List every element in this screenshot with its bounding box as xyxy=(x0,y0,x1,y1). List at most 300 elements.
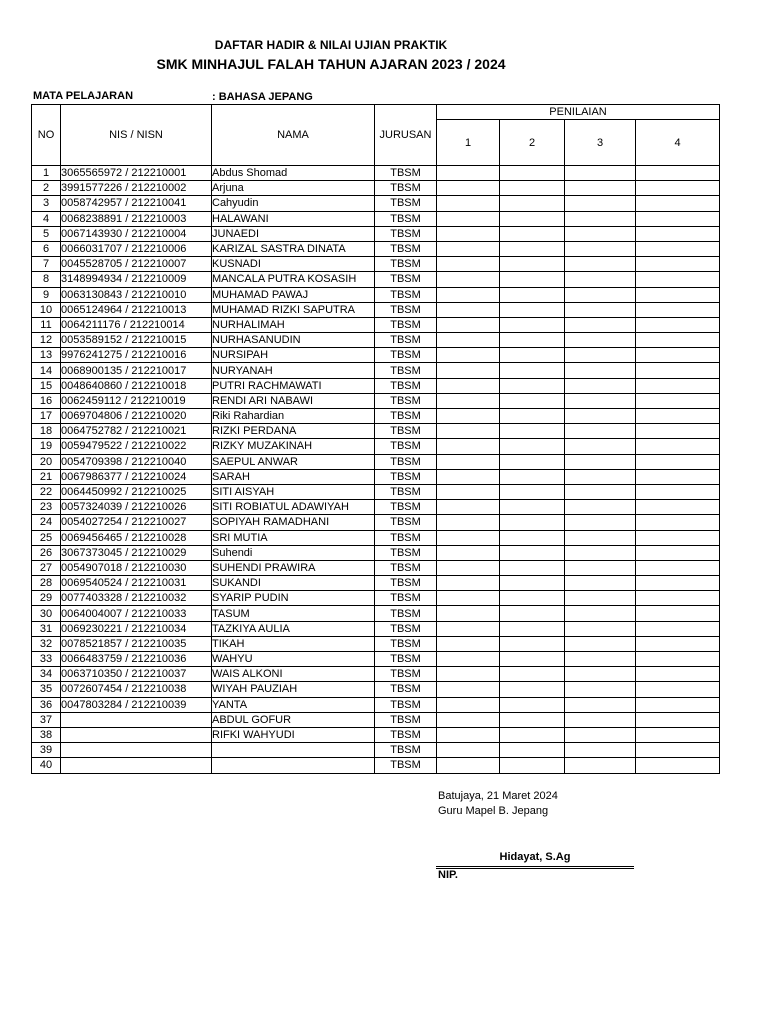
row-nama-cell: MANCALA PUTRA KOSASIH xyxy=(212,272,375,287)
row-no-cell: 25 xyxy=(32,530,61,545)
row-score-cell-1 xyxy=(437,484,500,499)
row-score-cell-2 xyxy=(500,454,565,469)
row-nis-cell: 0066483759 / 212210036 xyxy=(61,652,212,667)
row-jurusan-cell: TBSM xyxy=(375,272,437,287)
row-jurusan-cell: TBSM xyxy=(375,226,437,241)
row-score-cell-3 xyxy=(565,287,636,302)
row-nis-cell: 0063130843 / 212210010 xyxy=(61,287,212,302)
row-score-cell-3 xyxy=(565,348,636,363)
row-no-cell: 34 xyxy=(32,667,61,682)
row-score-cell-1 xyxy=(437,621,500,636)
row-score-cell-1 xyxy=(437,393,500,408)
row-jurusan-cell: TBSM xyxy=(375,500,437,515)
row-no-cell: 32 xyxy=(32,636,61,651)
row-score-cell-3 xyxy=(565,530,636,545)
row-score-cell-2 xyxy=(500,500,565,515)
row-score-cell-2 xyxy=(500,409,565,424)
row-score-cell-3 xyxy=(565,363,636,378)
table-row xyxy=(32,697,720,712)
table-row xyxy=(32,424,720,439)
row-nis-cell: 3067373045 / 212210029 xyxy=(61,545,212,560)
row-score-cell-1 xyxy=(437,363,500,378)
row-score-cell-1 xyxy=(437,241,500,256)
row-score-cell-4 xyxy=(636,606,720,621)
row-nama-cell: TASUM xyxy=(212,606,375,621)
row-nama-cell: MUHAMAD PAWAJ xyxy=(212,287,375,302)
row-score-cell-1 xyxy=(437,454,500,469)
row-score-cell-3 xyxy=(565,591,636,606)
row-no-cell: 9 xyxy=(32,287,61,302)
row-jurusan-cell: TBSM xyxy=(375,363,437,378)
row-nama-cell: TAZKIYA AULIA xyxy=(212,621,375,636)
row-score-cell-3 xyxy=(565,302,636,317)
row-no-cell: 39 xyxy=(32,743,61,758)
row-nis-cell: 0064752782 / 212210021 xyxy=(61,424,212,439)
row-score-cell-2 xyxy=(500,727,565,742)
row-score-cell-2 xyxy=(500,166,565,181)
row-nis-cell xyxy=(61,758,212,773)
row-score-cell-4 xyxy=(636,560,720,575)
row-score-cell-1 xyxy=(437,682,500,697)
row-jurusan-cell: TBSM xyxy=(375,727,437,742)
row-nis-cell: 0069704806 / 212210020 xyxy=(61,409,212,424)
row-nis-cell: 0063710350 / 212210037 xyxy=(61,667,212,682)
row-score-cell-1 xyxy=(437,636,500,651)
row-score-cell-4 xyxy=(636,667,720,682)
row-score-cell-4 xyxy=(636,181,720,196)
row-jurusan-cell: TBSM xyxy=(375,697,437,712)
row-no-cell: 18 xyxy=(32,424,61,439)
row-score-cell-1 xyxy=(437,424,500,439)
row-score-cell-3 xyxy=(565,272,636,287)
row-score-cell-2 xyxy=(500,257,565,272)
table-row xyxy=(32,287,720,302)
table-row xyxy=(32,181,720,196)
row-jurusan-cell: TBSM xyxy=(375,576,437,591)
table-row xyxy=(32,712,720,727)
col-header-penilaian: PENILAIAN xyxy=(437,105,720,120)
row-score-cell-3 xyxy=(565,743,636,758)
table-row xyxy=(32,409,720,424)
row-nis-cell: 0064211176 / 212210014 xyxy=(61,317,212,332)
row-score-cell-2 xyxy=(500,484,565,499)
row-nama-cell: WAHYU xyxy=(212,652,375,667)
row-score-cell-3 xyxy=(565,606,636,621)
table-row xyxy=(32,166,720,181)
row-score-cell-3 xyxy=(565,515,636,530)
row-jurusan-cell: TBSM xyxy=(375,667,437,682)
table-row xyxy=(32,333,720,348)
table-row xyxy=(32,682,720,697)
row-score-cell-3 xyxy=(565,166,636,181)
attendance-table xyxy=(31,104,720,774)
table-row xyxy=(32,591,720,606)
row-score-cell-4 xyxy=(636,530,720,545)
row-score-cell-4 xyxy=(636,257,720,272)
row-score-cell-2 xyxy=(500,667,565,682)
row-nis-cell: 0047803284 / 212210039 xyxy=(61,697,212,712)
row-nis-cell: 3991577226 / 212210002 xyxy=(61,181,212,196)
row-no-cell: 40 xyxy=(32,758,61,773)
row-score-cell-3 xyxy=(565,454,636,469)
nip-label: NIP. xyxy=(438,869,458,881)
row-nis-cell xyxy=(61,743,212,758)
row-jurusan-cell: TBSM xyxy=(375,302,437,317)
row-score-cell-2 xyxy=(500,469,565,484)
row-score-cell-4 xyxy=(636,196,720,211)
row-score-cell-2 xyxy=(500,621,565,636)
row-score-cell-3 xyxy=(565,409,636,424)
row-nis-cell: 0053589152 / 212210015 xyxy=(61,333,212,348)
row-nama-cell: SRI MUTIA xyxy=(212,530,375,545)
row-score-cell-2 xyxy=(500,272,565,287)
col-header-score-3: 3 xyxy=(565,120,636,166)
row-jurusan-cell: TBSM xyxy=(375,636,437,651)
row-jurusan-cell: TBSM xyxy=(375,545,437,560)
table-row xyxy=(32,302,720,317)
row-nis-cell xyxy=(61,712,212,727)
row-no-cell: 26 xyxy=(32,545,61,560)
table-row xyxy=(32,484,720,499)
row-score-cell-1 xyxy=(437,743,500,758)
row-no-cell: 36 xyxy=(32,697,61,712)
row-no-cell: 20 xyxy=(32,454,61,469)
row-nama-cell xyxy=(212,758,375,773)
row-score-cell-3 xyxy=(565,636,636,651)
row-jurusan-cell: TBSM xyxy=(375,257,437,272)
row-score-cell-3 xyxy=(565,424,636,439)
row-nama-cell: SUHENDI PRAWIRA xyxy=(212,560,375,575)
row-jurusan-cell: TBSM xyxy=(375,469,437,484)
row-score-cell-4 xyxy=(636,682,720,697)
row-score-cell-4 xyxy=(636,272,720,287)
row-jurusan-cell: TBSM xyxy=(375,758,437,773)
table-row xyxy=(32,500,720,515)
row-score-cell-1 xyxy=(437,697,500,712)
row-score-cell-1 xyxy=(437,591,500,606)
row-no-cell: 14 xyxy=(32,363,61,378)
row-score-cell-4 xyxy=(636,333,720,348)
row-no-cell: 1 xyxy=(32,166,61,181)
row-no-cell: 33 xyxy=(32,652,61,667)
row-nama-cell xyxy=(212,743,375,758)
row-score-cell-3 xyxy=(565,241,636,256)
row-no-cell: 17 xyxy=(32,409,61,424)
row-nama-cell: NURHALIMAH xyxy=(212,317,375,332)
row-score-cell-4 xyxy=(636,302,720,317)
row-no-cell: 29 xyxy=(32,591,61,606)
table-row xyxy=(32,393,720,408)
row-nis-cell: 0069230221 / 212210034 xyxy=(61,621,212,636)
row-nis-cell: 0067986377 / 212210024 xyxy=(61,469,212,484)
row-nis-cell: 0077403328 / 212210032 xyxy=(61,591,212,606)
row-score-cell-3 xyxy=(565,682,636,697)
row-nis-cell: 0078521857 / 212210035 xyxy=(61,636,212,651)
table-row xyxy=(32,636,720,651)
row-no-cell: 6 xyxy=(32,241,61,256)
row-score-cell-2 xyxy=(500,196,565,211)
row-score-cell-1 xyxy=(437,576,500,591)
row-jurusan-cell: TBSM xyxy=(375,682,437,697)
row-nis-cell: 3148994934 / 212210009 xyxy=(61,272,212,287)
table-row xyxy=(32,545,720,560)
row-score-cell-1 xyxy=(437,287,500,302)
row-jurusan-cell: TBSM xyxy=(375,348,437,363)
row-no-cell: 4 xyxy=(32,211,61,226)
row-score-cell-2 xyxy=(500,439,565,454)
row-nama-cell: ABDUL GOFUR xyxy=(212,712,375,727)
row-score-cell-2 xyxy=(500,378,565,393)
row-score-cell-4 xyxy=(636,591,720,606)
row-score-cell-3 xyxy=(565,393,636,408)
table-row xyxy=(32,621,720,636)
row-jurusan-cell: TBSM xyxy=(375,484,437,499)
row-score-cell-3 xyxy=(565,196,636,211)
teacher-name: Hidayat, S.Ag xyxy=(499,851,571,863)
row-jurusan-cell: TBSM xyxy=(375,606,437,621)
school-title: SMK MINHAJUL FALAH TAHUN AJARAN 2023 / 2024 xyxy=(156,56,506,72)
row-nis-cell: 0054709398 / 212210040 xyxy=(61,454,212,469)
row-jurusan-cell: TBSM xyxy=(375,317,437,332)
row-score-cell-4 xyxy=(636,424,720,439)
row-nama-cell: WIYAH PAUZIAH xyxy=(212,682,375,697)
row-score-cell-3 xyxy=(565,758,636,773)
row-nama-cell: JUNAEDI xyxy=(212,226,375,241)
row-score-cell-2 xyxy=(500,211,565,226)
row-score-cell-1 xyxy=(437,272,500,287)
row-nama-cell: Abdus Shomad xyxy=(212,166,375,181)
table-row xyxy=(32,241,720,256)
row-score-cell-3 xyxy=(565,500,636,515)
row-nama-cell: TIKAH xyxy=(212,636,375,651)
row-no-cell: 35 xyxy=(32,682,61,697)
table-row xyxy=(32,530,720,545)
row-jurusan-cell: TBSM xyxy=(375,439,437,454)
row-score-cell-2 xyxy=(500,606,565,621)
row-score-cell-1 xyxy=(437,409,500,424)
row-score-cell-1 xyxy=(437,515,500,530)
row-nama-cell: KARIZAL SASTRA DINATA xyxy=(212,241,375,256)
row-jurusan-cell: TBSM xyxy=(375,393,437,408)
row-nama-cell: SITI ROBIATUL ADAWIYAH xyxy=(212,500,375,515)
row-score-cell-3 xyxy=(565,317,636,332)
row-score-cell-4 xyxy=(636,727,720,742)
row-no-cell: 22 xyxy=(32,484,61,499)
table-row xyxy=(32,317,720,332)
row-jurusan-cell: TBSM xyxy=(375,560,437,575)
row-score-cell-4 xyxy=(636,241,720,256)
row-nis-cell: 0064004007 / 212210033 xyxy=(61,606,212,621)
row-no-cell: 30 xyxy=(32,606,61,621)
row-jurusan-cell: TBSM xyxy=(375,712,437,727)
row-score-cell-1 xyxy=(437,606,500,621)
row-score-cell-1 xyxy=(437,727,500,742)
row-score-cell-1 xyxy=(437,348,500,363)
row-jurusan-cell: TBSM xyxy=(375,424,437,439)
row-score-cell-4 xyxy=(636,636,720,651)
row-score-cell-4 xyxy=(636,484,720,499)
row-score-cell-4 xyxy=(636,500,720,515)
col-header-no: NO xyxy=(32,105,61,166)
row-nama-cell: Suhendi xyxy=(212,545,375,560)
row-score-cell-1 xyxy=(437,317,500,332)
row-nama-cell: RIFKI WAHYUDI xyxy=(212,727,375,742)
row-no-cell: 11 xyxy=(32,317,61,332)
row-nama-cell: NURYANAH xyxy=(212,363,375,378)
row-score-cell-1 xyxy=(437,257,500,272)
document-title: DAFTAR HADIR & NILAI UJIAN PRAKTIK xyxy=(214,38,448,52)
row-score-cell-2 xyxy=(500,743,565,758)
row-nama-cell: SITI AISYAH xyxy=(212,484,375,499)
row-score-cell-4 xyxy=(636,393,720,408)
signature-line-double xyxy=(436,868,634,869)
row-nis-cell: 0057324039 / 212210026 xyxy=(61,500,212,515)
row-nama-cell: SARAH xyxy=(212,469,375,484)
row-score-cell-2 xyxy=(500,697,565,712)
row-nama-cell: Arjuna xyxy=(212,181,375,196)
table-row xyxy=(32,226,720,241)
row-no-cell: 8 xyxy=(32,272,61,287)
row-jurusan-cell: TBSM xyxy=(375,287,437,302)
row-score-cell-1 xyxy=(437,166,500,181)
row-no-cell: 24 xyxy=(32,515,61,530)
row-score-cell-4 xyxy=(636,226,720,241)
row-score-cell-2 xyxy=(500,515,565,530)
table-row xyxy=(32,515,720,530)
row-nis-cell: 0059479522 / 212210022 xyxy=(61,439,212,454)
row-nama-cell: NURSIPAH xyxy=(212,348,375,363)
row-score-cell-1 xyxy=(437,500,500,515)
row-jurusan-cell: TBSM xyxy=(375,211,437,226)
table-row xyxy=(32,454,720,469)
row-jurusan-cell: TBSM xyxy=(375,652,437,667)
table-row xyxy=(32,272,720,287)
row-score-cell-2 xyxy=(500,545,565,560)
row-score-cell-4 xyxy=(636,166,720,181)
table-row xyxy=(32,652,720,667)
row-score-cell-1 xyxy=(437,211,500,226)
row-score-cell-3 xyxy=(565,727,636,742)
row-score-cell-4 xyxy=(636,652,720,667)
row-no-cell: 5 xyxy=(32,226,61,241)
table-row xyxy=(32,606,720,621)
row-no-cell: 13 xyxy=(32,348,61,363)
row-no-cell: 12 xyxy=(32,333,61,348)
col-header-jurusan: JURUSAN xyxy=(375,105,437,166)
row-nis-cell: 0065124964 / 212210013 xyxy=(61,302,212,317)
row-jurusan-cell: TBSM xyxy=(375,409,437,424)
row-nama-cell: SOPIYAH RAMADHANI xyxy=(212,515,375,530)
row-no-cell: 16 xyxy=(32,393,61,408)
row-score-cell-3 xyxy=(565,697,636,712)
row-nis-cell: 0067143930 / 212210004 xyxy=(61,226,212,241)
col-header-score-2: 2 xyxy=(500,120,565,166)
row-nama-cell: SAEPUL ANWAR xyxy=(212,454,375,469)
row-nama-cell: Riki Rahardian xyxy=(212,409,375,424)
row-nama-cell: WAIS ALKONI xyxy=(212,667,375,682)
row-no-cell: 19 xyxy=(32,439,61,454)
row-score-cell-3 xyxy=(565,469,636,484)
row-score-cell-4 xyxy=(636,545,720,560)
row-nis-cell: 0072607454 / 212210038 xyxy=(61,682,212,697)
row-jurusan-cell: TBSM xyxy=(375,241,437,256)
row-no-cell: 37 xyxy=(32,712,61,727)
row-score-cell-3 xyxy=(565,211,636,226)
row-score-cell-1 xyxy=(437,181,500,196)
row-score-cell-2 xyxy=(500,226,565,241)
subject-label: MATA PELAJARAN xyxy=(33,90,134,102)
row-score-cell-1 xyxy=(437,196,500,211)
row-score-cell-1 xyxy=(437,545,500,560)
table-row xyxy=(32,560,720,575)
row-jurusan-cell: TBSM xyxy=(375,454,437,469)
row-no-cell: 23 xyxy=(32,500,61,515)
row-jurusan-cell: TBSM xyxy=(375,196,437,211)
row-score-cell-2 xyxy=(500,652,565,667)
row-jurusan-cell: TBSM xyxy=(375,743,437,758)
row-no-cell: 21 xyxy=(32,469,61,484)
row-score-cell-3 xyxy=(565,652,636,667)
row-score-cell-1 xyxy=(437,560,500,575)
row-score-cell-4 xyxy=(636,743,720,758)
row-score-cell-4 xyxy=(636,621,720,636)
row-nis-cell: 0054027254 / 212210027 xyxy=(61,515,212,530)
row-nis-cell: 0069456465 / 212210028 xyxy=(61,530,212,545)
row-score-cell-2 xyxy=(500,682,565,697)
row-score-cell-2 xyxy=(500,348,565,363)
row-score-cell-2 xyxy=(500,530,565,545)
row-score-cell-1 xyxy=(437,758,500,773)
row-nis-cell: 0048640860 / 212210018 xyxy=(61,378,212,393)
table-row xyxy=(32,727,720,742)
table-row xyxy=(32,576,720,591)
row-score-cell-2 xyxy=(500,591,565,606)
row-nama-cell: RIZKY MUZAKINAH xyxy=(212,439,375,454)
row-jurusan-cell: TBSM xyxy=(375,378,437,393)
col-header-score-1: 1 xyxy=(437,120,500,166)
table-row xyxy=(32,211,720,226)
place-date: Batujaya, 21 Maret 2024 xyxy=(438,790,558,802)
row-nama-cell: RIZKI PERDANA xyxy=(212,424,375,439)
col-header-nis: NIS / NISN xyxy=(61,105,212,166)
table-row xyxy=(32,469,720,484)
table-row xyxy=(32,743,720,758)
row-no-cell: 10 xyxy=(32,302,61,317)
row-score-cell-2 xyxy=(500,181,565,196)
row-no-cell: 3 xyxy=(32,196,61,211)
row-score-cell-1 xyxy=(437,652,500,667)
row-score-cell-4 xyxy=(636,576,720,591)
row-nis-cell xyxy=(61,727,212,742)
table-row xyxy=(32,667,720,682)
row-score-cell-2 xyxy=(500,287,565,302)
row-score-cell-4 xyxy=(636,439,720,454)
row-jurusan-cell: TBSM xyxy=(375,530,437,545)
row-nis-cell: 0058742957 / 212210041 xyxy=(61,196,212,211)
row-score-cell-2 xyxy=(500,363,565,378)
row-no-cell: 28 xyxy=(32,576,61,591)
col-header-nama: NAMA xyxy=(212,105,375,166)
table-row xyxy=(32,196,720,211)
row-jurusan-cell: TBSM xyxy=(375,515,437,530)
row-nama-cell: MUHAMAD RIZKI SAPUTRA xyxy=(212,302,375,317)
row-score-cell-3 xyxy=(565,378,636,393)
row-score-cell-3 xyxy=(565,484,636,499)
row-score-cell-4 xyxy=(636,211,720,226)
row-score-cell-1 xyxy=(437,302,500,317)
row-nis-cell: 3065565972 / 212210001 xyxy=(61,166,212,181)
row-nis-cell: 0062459112 / 212210019 xyxy=(61,393,212,408)
